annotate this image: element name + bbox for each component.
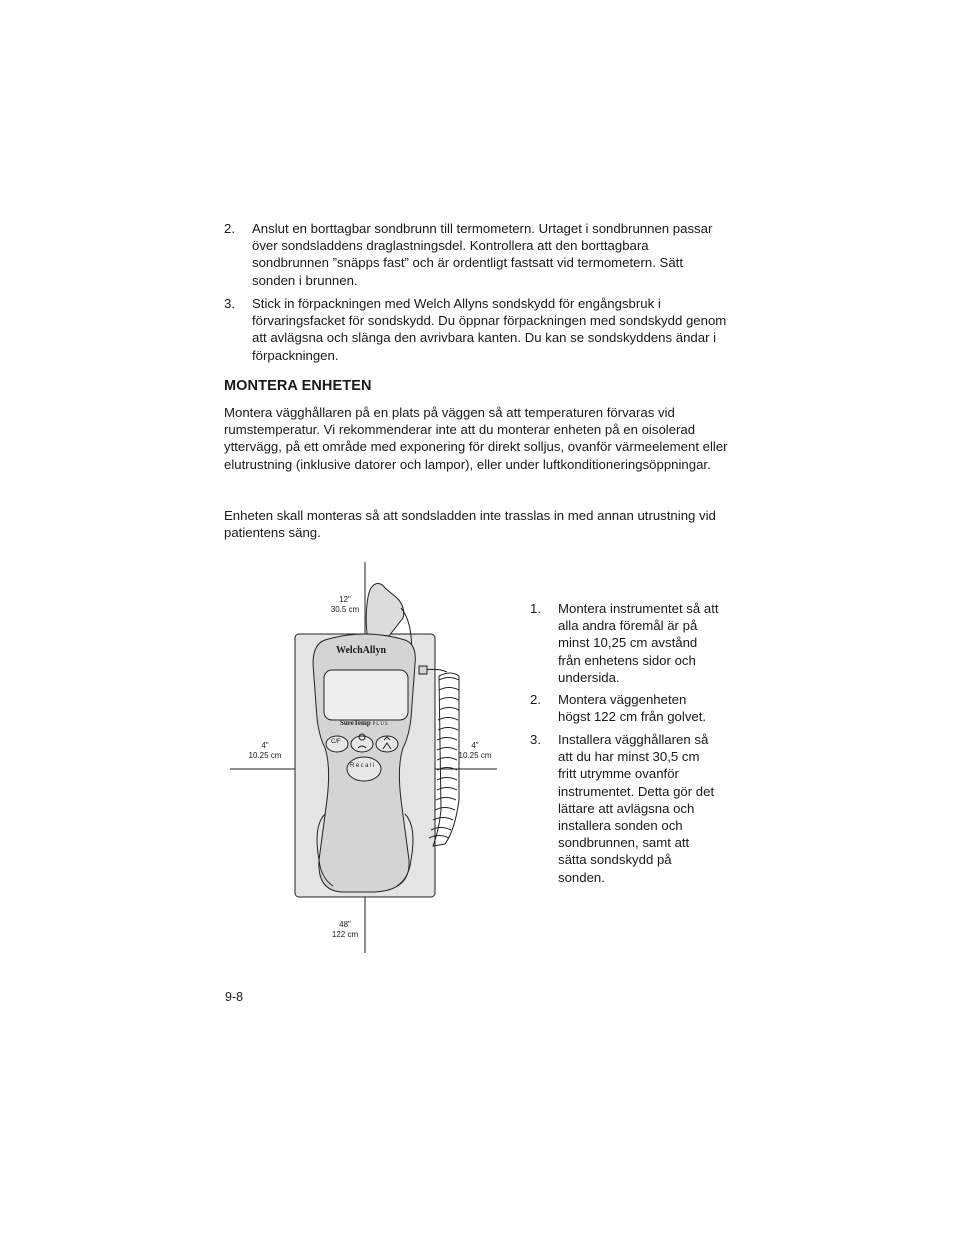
pediatric-button	[376, 736, 398, 752]
side-steps	[530, 600, 730, 886]
top-label-cm: 30.5 cm	[330, 605, 360, 614]
recall-button	[347, 757, 381, 781]
side-step-text: Montera väggenheten högst 122 cm från golvet.	[558, 692, 707, 725]
side-step-3	[530, 731, 730, 886]
step-number: 3.	[224, 296, 235, 311]
probe	[366, 584, 404, 637]
bottom-label-cm: 122 cm	[331, 930, 359, 939]
right-label-inches: 4"	[471, 741, 479, 750]
bottom-label-inches: 48"	[339, 920, 351, 929]
side-step-1	[530, 600, 730, 686]
section-heading: MONTERA ENHETEN	[224, 378, 372, 394]
section-paragraph-1: Montera vägghållaren på en plats på väggen så att temperaturen förvaras vid rumstemperatur. Vi rekommenderar inte att du monterar enheten på en oisolerad yttervägg, på ett område med exponering för direkt solljus, ovanför värmeelement eller elutrustning (inklusive datorer och lampor), eller under luftkonditioneringsöppningar.	[224, 405, 728, 472]
right-label	[450, 741, 500, 761]
side-step-number: 1.	[530, 601, 541, 616]
display-screen	[324, 670, 408, 720]
side-step-2	[530, 691, 730, 726]
step-text: Anslut en borttagbar sondbrunn till termometern. Urtaget i sondbrunnen passar över sondsladdens draglastningsdel. Kontrollera att den borttagbara sondbrunnen ”snäpps fast” och är ordentligt fastsatt vid termometern. Sätt sonden i brunnen.	[252, 221, 713, 288]
top-label	[320, 595, 370, 615]
model-suffix: PLUS	[372, 722, 389, 727]
step-3	[224, 295, 734, 365]
section-paragraph-2: Enheten skall monteras så att sondsladden inte trasslas in med annan utrustning vid patientens säng.	[224, 508, 716, 541]
brand-logo: WelchAllyn	[336, 645, 387, 656]
recall-button-label: Recall	[350, 763, 376, 769]
model-name: SureTemp	[340, 719, 371, 727]
steps-top	[224, 220, 734, 365]
top-label-inches: 12"	[339, 595, 351, 604]
left-label	[240, 741, 290, 761]
mode-button	[351, 736, 373, 752]
step-2	[224, 220, 734, 290]
side-step-number: 2.	[530, 692, 541, 707]
model-label	[340, 719, 389, 727]
cf-button-label: C/F	[331, 739, 341, 745]
page-number: 9-8	[225, 990, 244, 1004]
left-label-inches: 4"	[261, 741, 269, 750]
step-text: Stick in förpackningen med Welch Allyns sondskydd för engångsbruk i förvaringsfacket för sondskydd. Du öppnar förpackningen med sondskydd genom att avlägsna och slänga den avrivbara kanten. Du kan se sondskyddens ändar i förpackningen.	[252, 296, 727, 363]
left-label-cm: 10.25 cm	[248, 751, 282, 760]
side-step-text: Montera instrumentet så att alla andra föremål är på minst 10,25 cm avstånd från enhetens sidor och undersida.	[558, 601, 719, 685]
bottom-label	[320, 920, 370, 940]
side-step-number: 3.	[530, 732, 541, 747]
side-step-text: Installera vägghållaren så att du har minst 30,5 cm fritt utrymme ovanför instrumentet. Detta gör det lättare att avlägsna och installera sonden och sondbrunnen, samt att sätta sondskydd på sonden.	[558, 732, 715, 885]
right-label-cm: 10.25 cm	[458, 751, 492, 760]
step-number: 2.	[224, 221, 235, 236]
